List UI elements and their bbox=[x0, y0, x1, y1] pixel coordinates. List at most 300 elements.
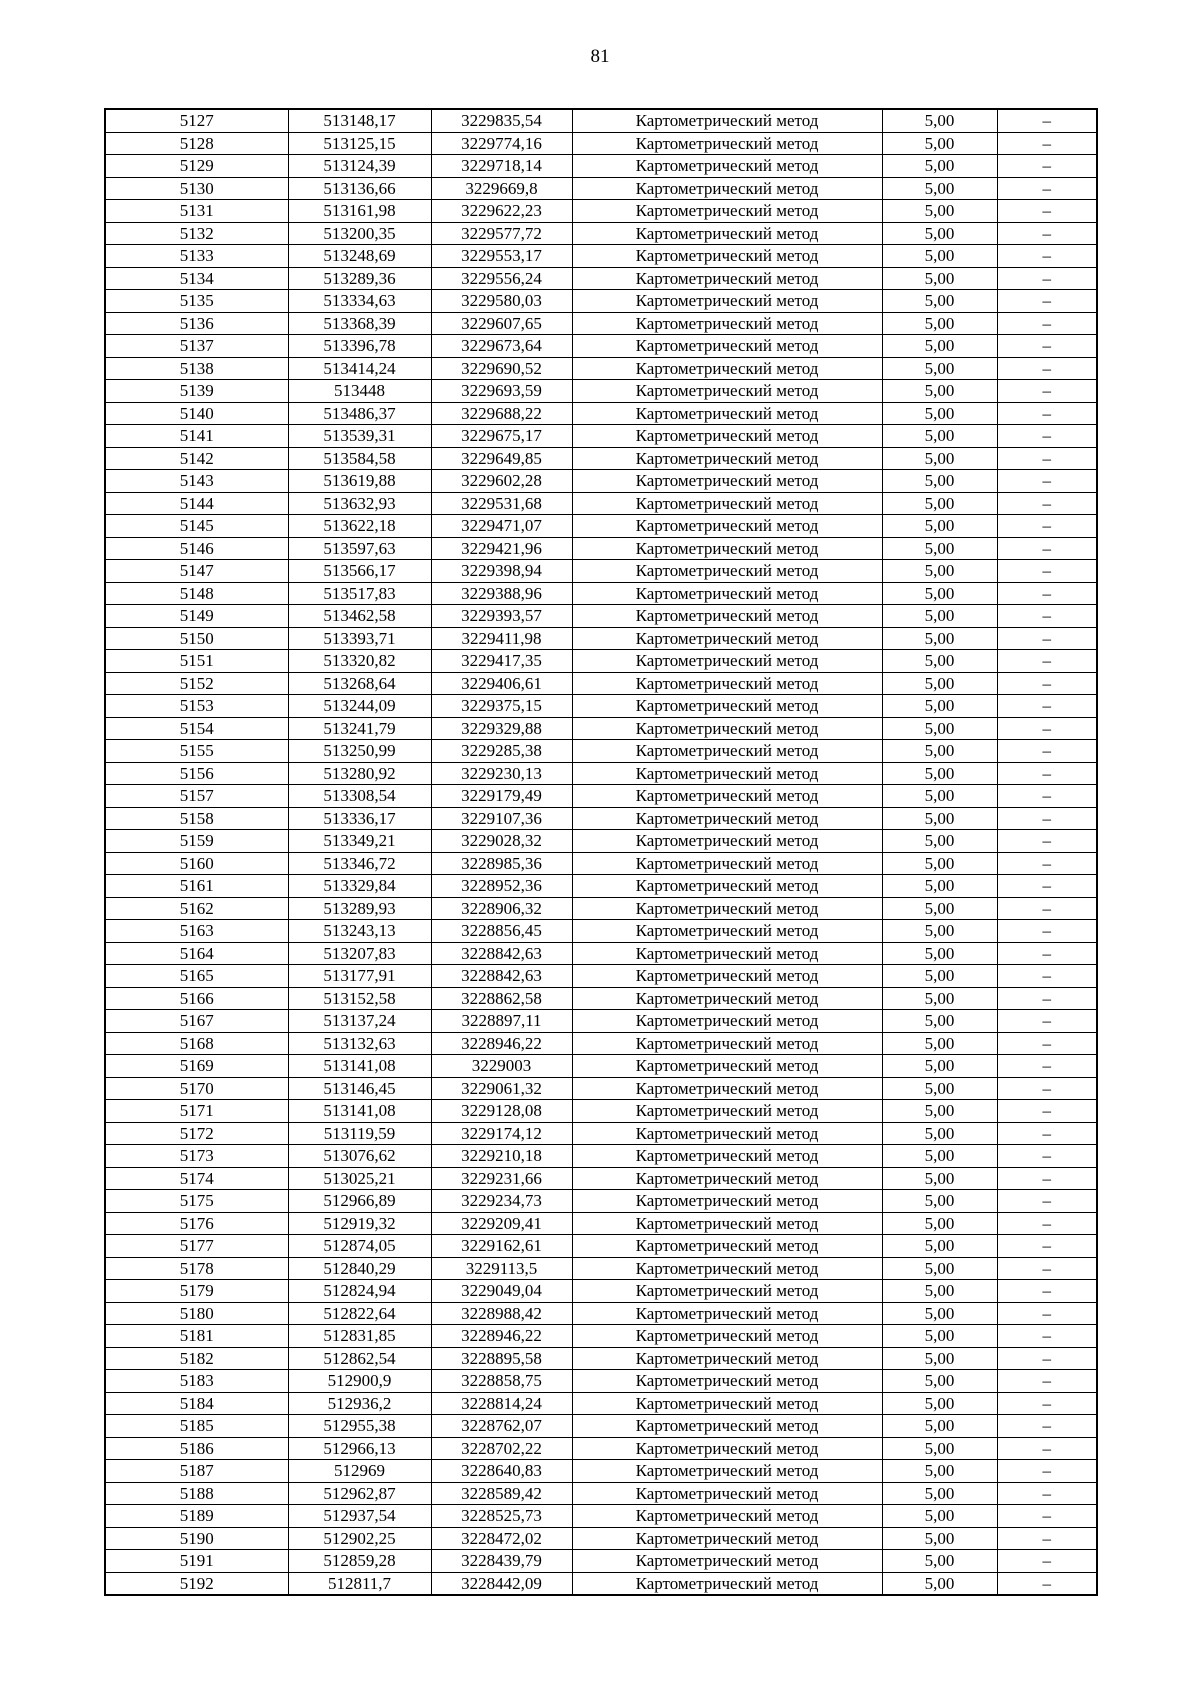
method-cell: Картометрический метод bbox=[572, 1145, 882, 1168]
method-cell: Картометрический метод bbox=[572, 695, 882, 718]
method-cell: Картометрический метод bbox=[572, 425, 882, 448]
y-coordinate-cell: 3228439,79 bbox=[431, 1550, 572, 1573]
x-coordinate-cell: 512936,2 bbox=[288, 1392, 431, 1415]
y-coordinate-cell: 3228525,73 bbox=[431, 1505, 572, 1528]
method-cell: Картометрический метод bbox=[572, 290, 882, 313]
note-cell: – bbox=[997, 245, 1097, 268]
note-cell: – bbox=[997, 920, 1097, 943]
x-coordinate-cell: 513622,18 bbox=[288, 515, 431, 538]
method-cell: Картометрический метод bbox=[572, 762, 882, 785]
accuracy-cell: 5,00 bbox=[882, 515, 997, 538]
method-cell: Картометрический метод bbox=[572, 1167, 882, 1190]
method-cell: Картометрический метод bbox=[572, 807, 882, 830]
accuracy-cell: 5,00 bbox=[882, 1370, 997, 1393]
accuracy-cell: 5,00 bbox=[882, 897, 997, 920]
x-coordinate-cell: 513125,15 bbox=[288, 132, 431, 155]
y-coordinate-cell: 3228906,32 bbox=[431, 897, 572, 920]
point-number-cell: 5162 bbox=[105, 897, 288, 920]
note-cell: – bbox=[997, 1437, 1097, 1460]
point-number-cell: 5184 bbox=[105, 1392, 288, 1415]
y-coordinate-cell: 3229128,08 bbox=[431, 1100, 572, 1123]
note-cell: – bbox=[997, 1145, 1097, 1168]
accuracy-cell: 5,00 bbox=[882, 1302, 997, 1325]
point-number-cell: 5185 bbox=[105, 1415, 288, 1438]
table-row bbox=[105, 785, 1097, 808]
point-number-cell: 5146 bbox=[105, 537, 288, 560]
table-row bbox=[105, 222, 1097, 245]
y-coordinate-cell: 3229003 bbox=[431, 1055, 572, 1078]
accuracy-cell: 5,00 bbox=[882, 1550, 997, 1573]
x-coordinate-cell: 513619,88 bbox=[288, 470, 431, 493]
note-cell: – bbox=[997, 897, 1097, 920]
method-cell: Картометрический метод bbox=[572, 267, 882, 290]
point-number-cell: 5174 bbox=[105, 1167, 288, 1190]
table-row bbox=[105, 875, 1097, 898]
table-row bbox=[105, 672, 1097, 695]
y-coordinate-cell: 3228842,63 bbox=[431, 942, 572, 965]
accuracy-cell: 5,00 bbox=[882, 560, 997, 583]
table-row bbox=[105, 987, 1097, 1010]
accuracy-cell: 5,00 bbox=[882, 132, 997, 155]
accuracy-cell: 5,00 bbox=[882, 1572, 997, 1595]
x-coordinate-cell: 513124,39 bbox=[288, 155, 431, 178]
accuracy-cell: 5,00 bbox=[882, 447, 997, 470]
method-cell: Картометрический метод bbox=[572, 987, 882, 1010]
method-cell: Картометрический метод bbox=[572, 1370, 882, 1393]
y-coordinate-cell: 3228985,36 bbox=[431, 852, 572, 875]
accuracy-cell: 5,00 bbox=[882, 987, 997, 1010]
method-cell: Картометрический метод bbox=[572, 1460, 882, 1483]
table-row bbox=[105, 650, 1097, 673]
method-cell: Картометрический метод bbox=[572, 1257, 882, 1280]
method-cell: Картометрический метод bbox=[572, 222, 882, 245]
note-cell: – bbox=[997, 132, 1097, 155]
method-cell: Картометрический метод bbox=[572, 1100, 882, 1123]
x-coordinate-cell: 513329,84 bbox=[288, 875, 431, 898]
x-coordinate-cell: 513320,82 bbox=[288, 650, 431, 673]
note-cell: – bbox=[997, 290, 1097, 313]
accuracy-cell: 5,00 bbox=[882, 177, 997, 200]
x-coordinate-cell: 512811,7 bbox=[288, 1572, 431, 1595]
method-cell: Картометрический метод bbox=[572, 312, 882, 335]
method-cell: Картометрический метод bbox=[572, 785, 882, 808]
method-cell: Картометрический метод bbox=[572, 717, 882, 740]
y-coordinate-cell: 3228762,07 bbox=[431, 1415, 572, 1438]
point-number-cell: 5132 bbox=[105, 222, 288, 245]
y-coordinate-cell: 3229835,54 bbox=[431, 109, 572, 132]
y-coordinate-cell: 3229162,61 bbox=[431, 1235, 572, 1258]
point-number-cell: 5158 bbox=[105, 807, 288, 830]
accuracy-cell: 5,00 bbox=[882, 785, 997, 808]
x-coordinate-cell: 512824,94 bbox=[288, 1280, 431, 1303]
table-row bbox=[105, 1572, 1097, 1595]
y-coordinate-cell: 3228472,02 bbox=[431, 1527, 572, 1550]
table-row bbox=[105, 132, 1097, 155]
table-row bbox=[105, 1482, 1097, 1505]
note-cell: – bbox=[997, 200, 1097, 223]
y-coordinate-cell: 3229061,32 bbox=[431, 1077, 572, 1100]
y-coordinate-cell: 3229028,32 bbox=[431, 830, 572, 853]
accuracy-cell: 5,00 bbox=[882, 312, 997, 335]
x-coordinate-cell: 512874,05 bbox=[288, 1235, 431, 1258]
table-row bbox=[105, 1032, 1097, 1055]
point-number-cell: 5151 bbox=[105, 650, 288, 673]
accuracy-cell: 5,00 bbox=[882, 1235, 997, 1258]
note-cell: – bbox=[997, 1550, 1097, 1573]
method-cell: Картометрический метод bbox=[572, 1527, 882, 1550]
table-row bbox=[105, 380, 1097, 403]
y-coordinate-cell: 3228589,42 bbox=[431, 1482, 572, 1505]
point-number-cell: 5187 bbox=[105, 1460, 288, 1483]
y-coordinate-cell: 3229693,59 bbox=[431, 380, 572, 403]
point-number-cell: 5152 bbox=[105, 672, 288, 695]
table-row bbox=[105, 1145, 1097, 1168]
note-cell: – bbox=[997, 627, 1097, 650]
point-number-cell: 5150 bbox=[105, 627, 288, 650]
point-number-cell: 5136 bbox=[105, 312, 288, 335]
point-number-cell: 5133 bbox=[105, 245, 288, 268]
method-cell: Картометрический метод bbox=[572, 492, 882, 515]
method-cell: Картометрический метод bbox=[572, 897, 882, 920]
point-number-cell: 5130 bbox=[105, 177, 288, 200]
method-cell: Картометрический метод bbox=[572, 1415, 882, 1438]
table-row bbox=[105, 1235, 1097, 1258]
note-cell: – bbox=[997, 1505, 1097, 1528]
y-coordinate-cell: 3229234,73 bbox=[431, 1190, 572, 1213]
point-number-cell: 5160 bbox=[105, 852, 288, 875]
accuracy-cell: 5,00 bbox=[882, 1055, 997, 1078]
note-cell: – bbox=[997, 1415, 1097, 1438]
note-cell: – bbox=[997, 537, 1097, 560]
table-row bbox=[105, 920, 1097, 943]
method-cell: Картометрический метод bbox=[572, 177, 882, 200]
point-number-cell: 5129 bbox=[105, 155, 288, 178]
point-number-cell: 5131 bbox=[105, 200, 288, 223]
point-number-cell: 5171 bbox=[105, 1100, 288, 1123]
table-row bbox=[105, 109, 1097, 132]
accuracy-cell: 5,00 bbox=[882, 605, 997, 628]
method-cell: Картометрический метод bbox=[572, 335, 882, 358]
note-cell: – bbox=[997, 1010, 1097, 1033]
accuracy-cell: 5,00 bbox=[882, 1347, 997, 1370]
y-coordinate-cell: 3229774,16 bbox=[431, 132, 572, 155]
point-number-cell: 5143 bbox=[105, 470, 288, 493]
table-row bbox=[105, 492, 1097, 515]
accuracy-cell: 5,00 bbox=[882, 740, 997, 763]
table-row bbox=[105, 1347, 1097, 1370]
table-row bbox=[105, 290, 1097, 313]
accuracy-cell: 5,00 bbox=[882, 1167, 997, 1190]
x-coordinate-cell: 513632,93 bbox=[288, 492, 431, 515]
y-coordinate-cell: 3228442,09 bbox=[431, 1572, 572, 1595]
x-coordinate-cell: 513025,21 bbox=[288, 1167, 431, 1190]
point-number-cell: 5155 bbox=[105, 740, 288, 763]
accuracy-cell: 5,00 bbox=[882, 470, 997, 493]
note-cell: – bbox=[997, 560, 1097, 583]
method-cell: Картометрический метод bbox=[572, 1325, 882, 1348]
y-coordinate-cell: 3228946,22 bbox=[431, 1032, 572, 1055]
table-row bbox=[105, 1527, 1097, 1550]
point-number-cell: 5145 bbox=[105, 515, 288, 538]
table-row bbox=[105, 1257, 1097, 1280]
y-coordinate-cell: 3229393,57 bbox=[431, 605, 572, 628]
accuracy-cell: 5,00 bbox=[882, 335, 997, 358]
accuracy-cell: 5,00 bbox=[882, 1505, 997, 1528]
y-coordinate-cell: 3229690,52 bbox=[431, 357, 572, 380]
x-coordinate-cell: 513241,79 bbox=[288, 717, 431, 740]
note-cell: – bbox=[997, 1482, 1097, 1505]
y-coordinate-cell: 3229406,61 bbox=[431, 672, 572, 695]
table-row bbox=[105, 425, 1097, 448]
method-cell: Картометрический метод bbox=[572, 560, 882, 583]
note-cell: – bbox=[997, 1460, 1097, 1483]
point-number-cell: 5167 bbox=[105, 1010, 288, 1033]
note-cell: – bbox=[997, 1370, 1097, 1393]
note-cell: – bbox=[997, 1572, 1097, 1595]
x-coordinate-cell: 513396,78 bbox=[288, 335, 431, 358]
y-coordinate-cell: 3229411,98 bbox=[431, 627, 572, 650]
table-row bbox=[105, 335, 1097, 358]
accuracy-cell: 5,00 bbox=[882, 1415, 997, 1438]
note-cell: – bbox=[997, 785, 1097, 808]
note-cell: – bbox=[997, 402, 1097, 425]
point-number-cell: 5141 bbox=[105, 425, 288, 448]
method-cell: Картометрический метод bbox=[572, 830, 882, 853]
x-coordinate-cell: 512966,13 bbox=[288, 1437, 431, 1460]
y-coordinate-cell: 3229649,85 bbox=[431, 447, 572, 470]
note-cell: – bbox=[997, 695, 1097, 718]
accuracy-cell: 5,00 bbox=[882, 830, 997, 853]
y-coordinate-cell: 3228640,83 bbox=[431, 1460, 572, 1483]
accuracy-cell: 5,00 bbox=[882, 1190, 997, 1213]
accuracy-cell: 5,00 bbox=[882, 875, 997, 898]
y-coordinate-cell: 3229398,94 bbox=[431, 560, 572, 583]
method-cell: Картометрический метод bbox=[572, 1505, 882, 1528]
accuracy-cell: 5,00 bbox=[882, 1145, 997, 1168]
note-cell: – bbox=[997, 830, 1097, 853]
method-cell: Картометрический метод bbox=[572, 515, 882, 538]
x-coordinate-cell: 513289,36 bbox=[288, 267, 431, 290]
coordinates-table-body bbox=[105, 109, 1097, 1595]
x-coordinate-cell: 512966,89 bbox=[288, 1190, 431, 1213]
point-number-cell: 5128 bbox=[105, 132, 288, 155]
note-cell: – bbox=[997, 1347, 1097, 1370]
method-cell: Картометрический метод bbox=[572, 740, 882, 763]
accuracy-cell: 5,00 bbox=[882, 155, 997, 178]
note-cell: – bbox=[997, 650, 1097, 673]
x-coordinate-cell: 513152,58 bbox=[288, 987, 431, 1010]
note-cell: – bbox=[997, 380, 1097, 403]
x-coordinate-cell: 513141,08 bbox=[288, 1055, 431, 1078]
point-number-cell: 5189 bbox=[105, 1505, 288, 1528]
x-coordinate-cell: 512969 bbox=[288, 1460, 431, 1483]
point-number-cell: 5127 bbox=[105, 109, 288, 132]
note-cell: – bbox=[997, 1077, 1097, 1100]
y-coordinate-cell: 3229675,17 bbox=[431, 425, 572, 448]
accuracy-cell: 5,00 bbox=[882, 852, 997, 875]
note-cell: – bbox=[997, 335, 1097, 358]
x-coordinate-cell: 513584,58 bbox=[288, 447, 431, 470]
method-cell: Картометрический метод bbox=[572, 109, 882, 132]
table-row bbox=[105, 897, 1097, 920]
method-cell: Картометрический метод bbox=[572, 155, 882, 178]
method-cell: Картометрический метод bbox=[572, 1122, 882, 1145]
x-coordinate-cell: 512840,29 bbox=[288, 1257, 431, 1280]
table-row bbox=[105, 582, 1097, 605]
accuracy-cell: 5,00 bbox=[882, 672, 997, 695]
note-cell: – bbox=[997, 1167, 1097, 1190]
note-cell: – bbox=[997, 1100, 1097, 1123]
table-row bbox=[105, 155, 1097, 178]
accuracy-cell: 5,00 bbox=[882, 290, 997, 313]
point-number-cell: 5192 bbox=[105, 1572, 288, 1595]
y-coordinate-cell: 3229718,14 bbox=[431, 155, 572, 178]
note-cell: – bbox=[997, 1122, 1097, 1145]
x-coordinate-cell: 513207,83 bbox=[288, 942, 431, 965]
accuracy-cell: 5,00 bbox=[882, 920, 997, 943]
table-row bbox=[105, 1010, 1097, 1033]
method-cell: Картометрический метод bbox=[572, 852, 882, 875]
x-coordinate-cell: 512919,32 bbox=[288, 1212, 431, 1235]
note-cell: – bbox=[997, 312, 1097, 335]
method-cell: Картометрический метод bbox=[572, 380, 882, 403]
point-number-cell: 5172 bbox=[105, 1122, 288, 1145]
x-coordinate-cell: 513486,37 bbox=[288, 402, 431, 425]
note-cell: – bbox=[997, 942, 1097, 965]
x-coordinate-cell: 513244,09 bbox=[288, 695, 431, 718]
x-coordinate-cell: 512859,28 bbox=[288, 1550, 431, 1573]
x-coordinate-cell: 513414,24 bbox=[288, 357, 431, 380]
point-number-cell: 5137 bbox=[105, 335, 288, 358]
y-coordinate-cell: 3229531,68 bbox=[431, 492, 572, 515]
table-row bbox=[105, 1392, 1097, 1415]
method-cell: Картометрический метод bbox=[572, 627, 882, 650]
note-cell: – bbox=[997, 1212, 1097, 1235]
y-coordinate-cell: 3229049,04 bbox=[431, 1280, 572, 1303]
accuracy-cell: 5,00 bbox=[882, 425, 997, 448]
y-coordinate-cell: 3229607,65 bbox=[431, 312, 572, 335]
accuracy-cell: 5,00 bbox=[882, 109, 997, 132]
method-cell: Картометрический метод bbox=[572, 1550, 882, 1573]
note-cell: – bbox=[997, 987, 1097, 1010]
note-cell: – bbox=[997, 492, 1097, 515]
note-cell: – bbox=[997, 582, 1097, 605]
accuracy-cell: 5,00 bbox=[882, 717, 997, 740]
table-row bbox=[105, 942, 1097, 965]
table-row bbox=[105, 762, 1097, 785]
y-coordinate-cell: 3228856,45 bbox=[431, 920, 572, 943]
method-cell: Картометрический метод bbox=[572, 1212, 882, 1235]
accuracy-cell: 5,00 bbox=[882, 357, 997, 380]
table-row bbox=[105, 267, 1097, 290]
point-number-cell: 5144 bbox=[105, 492, 288, 515]
method-cell: Картометрический метод bbox=[572, 537, 882, 560]
x-coordinate-cell: 513076,62 bbox=[288, 1145, 431, 1168]
method-cell: Картометрический метод bbox=[572, 1077, 882, 1100]
x-coordinate-cell: 512862,54 bbox=[288, 1347, 431, 1370]
y-coordinate-cell: 3229179,49 bbox=[431, 785, 572, 808]
x-coordinate-cell: 513462,58 bbox=[288, 605, 431, 628]
note-cell: – bbox=[997, 672, 1097, 695]
table-row bbox=[105, 1325, 1097, 1348]
point-number-cell: 5181 bbox=[105, 1325, 288, 1348]
method-cell: Картометрический метод bbox=[572, 875, 882, 898]
y-coordinate-cell: 3228842,63 bbox=[431, 965, 572, 988]
note-cell: – bbox=[997, 109, 1097, 132]
method-cell: Картометрический метод bbox=[572, 672, 882, 695]
accuracy-cell: 5,00 bbox=[882, 1392, 997, 1415]
x-coordinate-cell: 513393,71 bbox=[288, 627, 431, 650]
x-coordinate-cell: 513349,21 bbox=[288, 830, 431, 853]
point-number-cell: 5182 bbox=[105, 1347, 288, 1370]
note-cell: – bbox=[997, 1032, 1097, 1055]
accuracy-cell: 5,00 bbox=[882, 1482, 997, 1505]
point-number-cell: 5156 bbox=[105, 762, 288, 785]
note-cell: – bbox=[997, 1280, 1097, 1303]
x-coordinate-cell: 513346,72 bbox=[288, 852, 431, 875]
y-coordinate-cell: 3229231,66 bbox=[431, 1167, 572, 1190]
method-cell: Картометрический метод bbox=[572, 650, 882, 673]
accuracy-cell: 5,00 bbox=[882, 402, 997, 425]
accuracy-cell: 5,00 bbox=[882, 200, 997, 223]
y-coordinate-cell: 3229622,23 bbox=[431, 200, 572, 223]
table-row bbox=[105, 515, 1097, 538]
method-cell: Картометрический метод bbox=[572, 920, 882, 943]
y-coordinate-cell: 3229209,41 bbox=[431, 1212, 572, 1235]
method-cell: Картометрический метод bbox=[572, 965, 882, 988]
table-row bbox=[105, 1167, 1097, 1190]
x-coordinate-cell: 513517,83 bbox=[288, 582, 431, 605]
method-cell: Картометрический метод bbox=[572, 1482, 882, 1505]
point-number-cell: 5161 bbox=[105, 875, 288, 898]
point-number-cell: 5148 bbox=[105, 582, 288, 605]
table-row bbox=[105, 717, 1097, 740]
table-row bbox=[105, 177, 1097, 200]
y-coordinate-cell: 3228858,75 bbox=[431, 1370, 572, 1393]
point-number-cell: 5169 bbox=[105, 1055, 288, 1078]
table-row bbox=[105, 1415, 1097, 1438]
note-cell: – bbox=[997, 447, 1097, 470]
x-coordinate-cell: 513136,66 bbox=[288, 177, 431, 200]
table-row bbox=[105, 357, 1097, 380]
y-coordinate-cell: 3229230,13 bbox=[431, 762, 572, 785]
point-number-cell: 5186 bbox=[105, 1437, 288, 1460]
table-row bbox=[105, 1212, 1097, 1235]
method-cell: Картометрический метод bbox=[572, 1437, 882, 1460]
accuracy-cell: 5,00 bbox=[882, 245, 997, 268]
accuracy-cell: 5,00 bbox=[882, 650, 997, 673]
point-number-cell: 5134 bbox=[105, 267, 288, 290]
x-coordinate-cell: 513268,64 bbox=[288, 672, 431, 695]
note-cell: – bbox=[997, 222, 1097, 245]
y-coordinate-cell: 3229673,64 bbox=[431, 335, 572, 358]
x-coordinate-cell: 512822,64 bbox=[288, 1302, 431, 1325]
x-coordinate-cell: 513137,24 bbox=[288, 1010, 431, 1033]
y-coordinate-cell: 3229388,96 bbox=[431, 582, 572, 605]
method-cell: Картометрический метод bbox=[572, 1392, 882, 1415]
y-coordinate-cell: 3229329,88 bbox=[431, 717, 572, 740]
x-coordinate-cell: 512902,25 bbox=[288, 1527, 431, 1550]
y-coordinate-cell: 3229577,72 bbox=[431, 222, 572, 245]
note-cell: – bbox=[997, 177, 1097, 200]
point-number-cell: 5142 bbox=[105, 447, 288, 470]
method-cell: Картометрический метод bbox=[572, 1280, 882, 1303]
y-coordinate-cell: 3228946,22 bbox=[431, 1325, 572, 1348]
table-row bbox=[105, 965, 1097, 988]
y-coordinate-cell: 3229375,15 bbox=[431, 695, 572, 718]
accuracy-cell: 5,00 bbox=[882, 695, 997, 718]
table-row bbox=[105, 1370, 1097, 1393]
